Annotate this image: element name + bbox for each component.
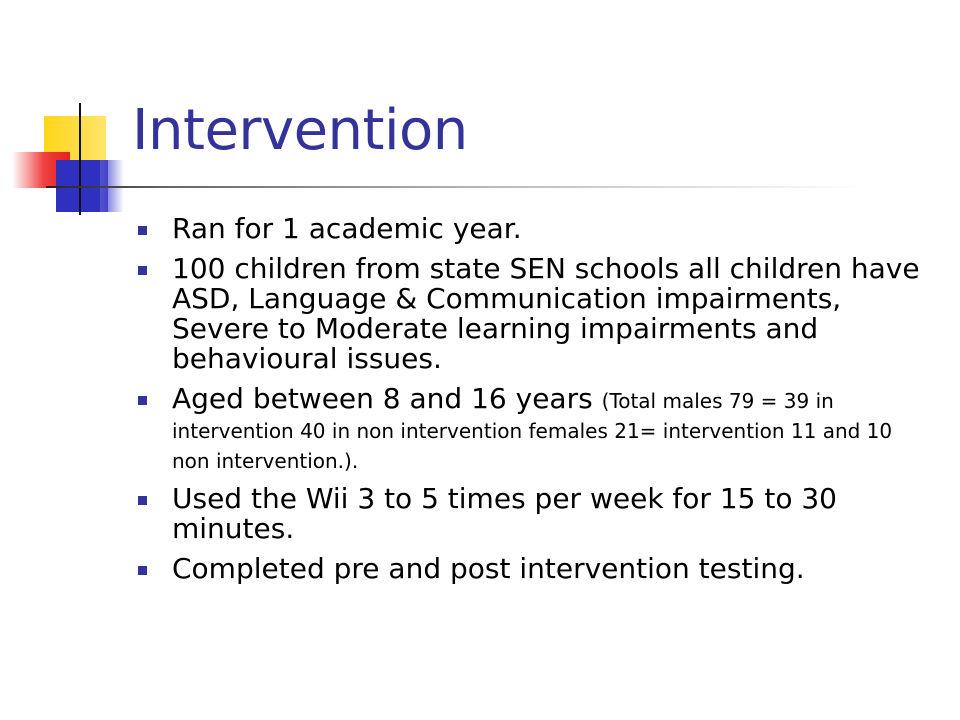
bullet-list xyxy=(132,214,932,594)
bullet-text: Completed pre and post intervention testing. xyxy=(172,552,805,585)
bullet-text: Used the Wii 3 to 5 times per week for 15 to 30 minutes. xyxy=(172,482,837,545)
bullet-item xyxy=(132,214,932,244)
square-bullet-icon xyxy=(138,226,147,235)
bullet-item xyxy=(132,484,932,544)
decor-vertical-line xyxy=(79,103,81,215)
square-bullet-icon xyxy=(138,266,147,275)
bullet-item xyxy=(132,554,932,584)
square-bullet-icon xyxy=(138,396,147,405)
title-divider xyxy=(46,186,866,188)
bullet-text: Ran for 1 academic year. xyxy=(172,212,522,245)
square-bullet-icon xyxy=(138,496,147,505)
bullet-item xyxy=(132,384,932,474)
square-bullet-icon xyxy=(138,566,147,575)
bullet-item xyxy=(132,254,932,374)
bullet-note: (Total males 79 = 39 in intervention 40 in non intervention females 21= intervention 11 and 10 non intervention.). xyxy=(172,389,893,473)
slide-title: Intervention xyxy=(132,98,468,163)
bullet-text: Aged between 8 and 16 years xyxy=(172,382,593,415)
bullet-text: 100 children from state SEN schools all children have ASD, Language & Communication impairments, Severe to Moderate learning impairments and behavioural issues. xyxy=(172,252,920,375)
